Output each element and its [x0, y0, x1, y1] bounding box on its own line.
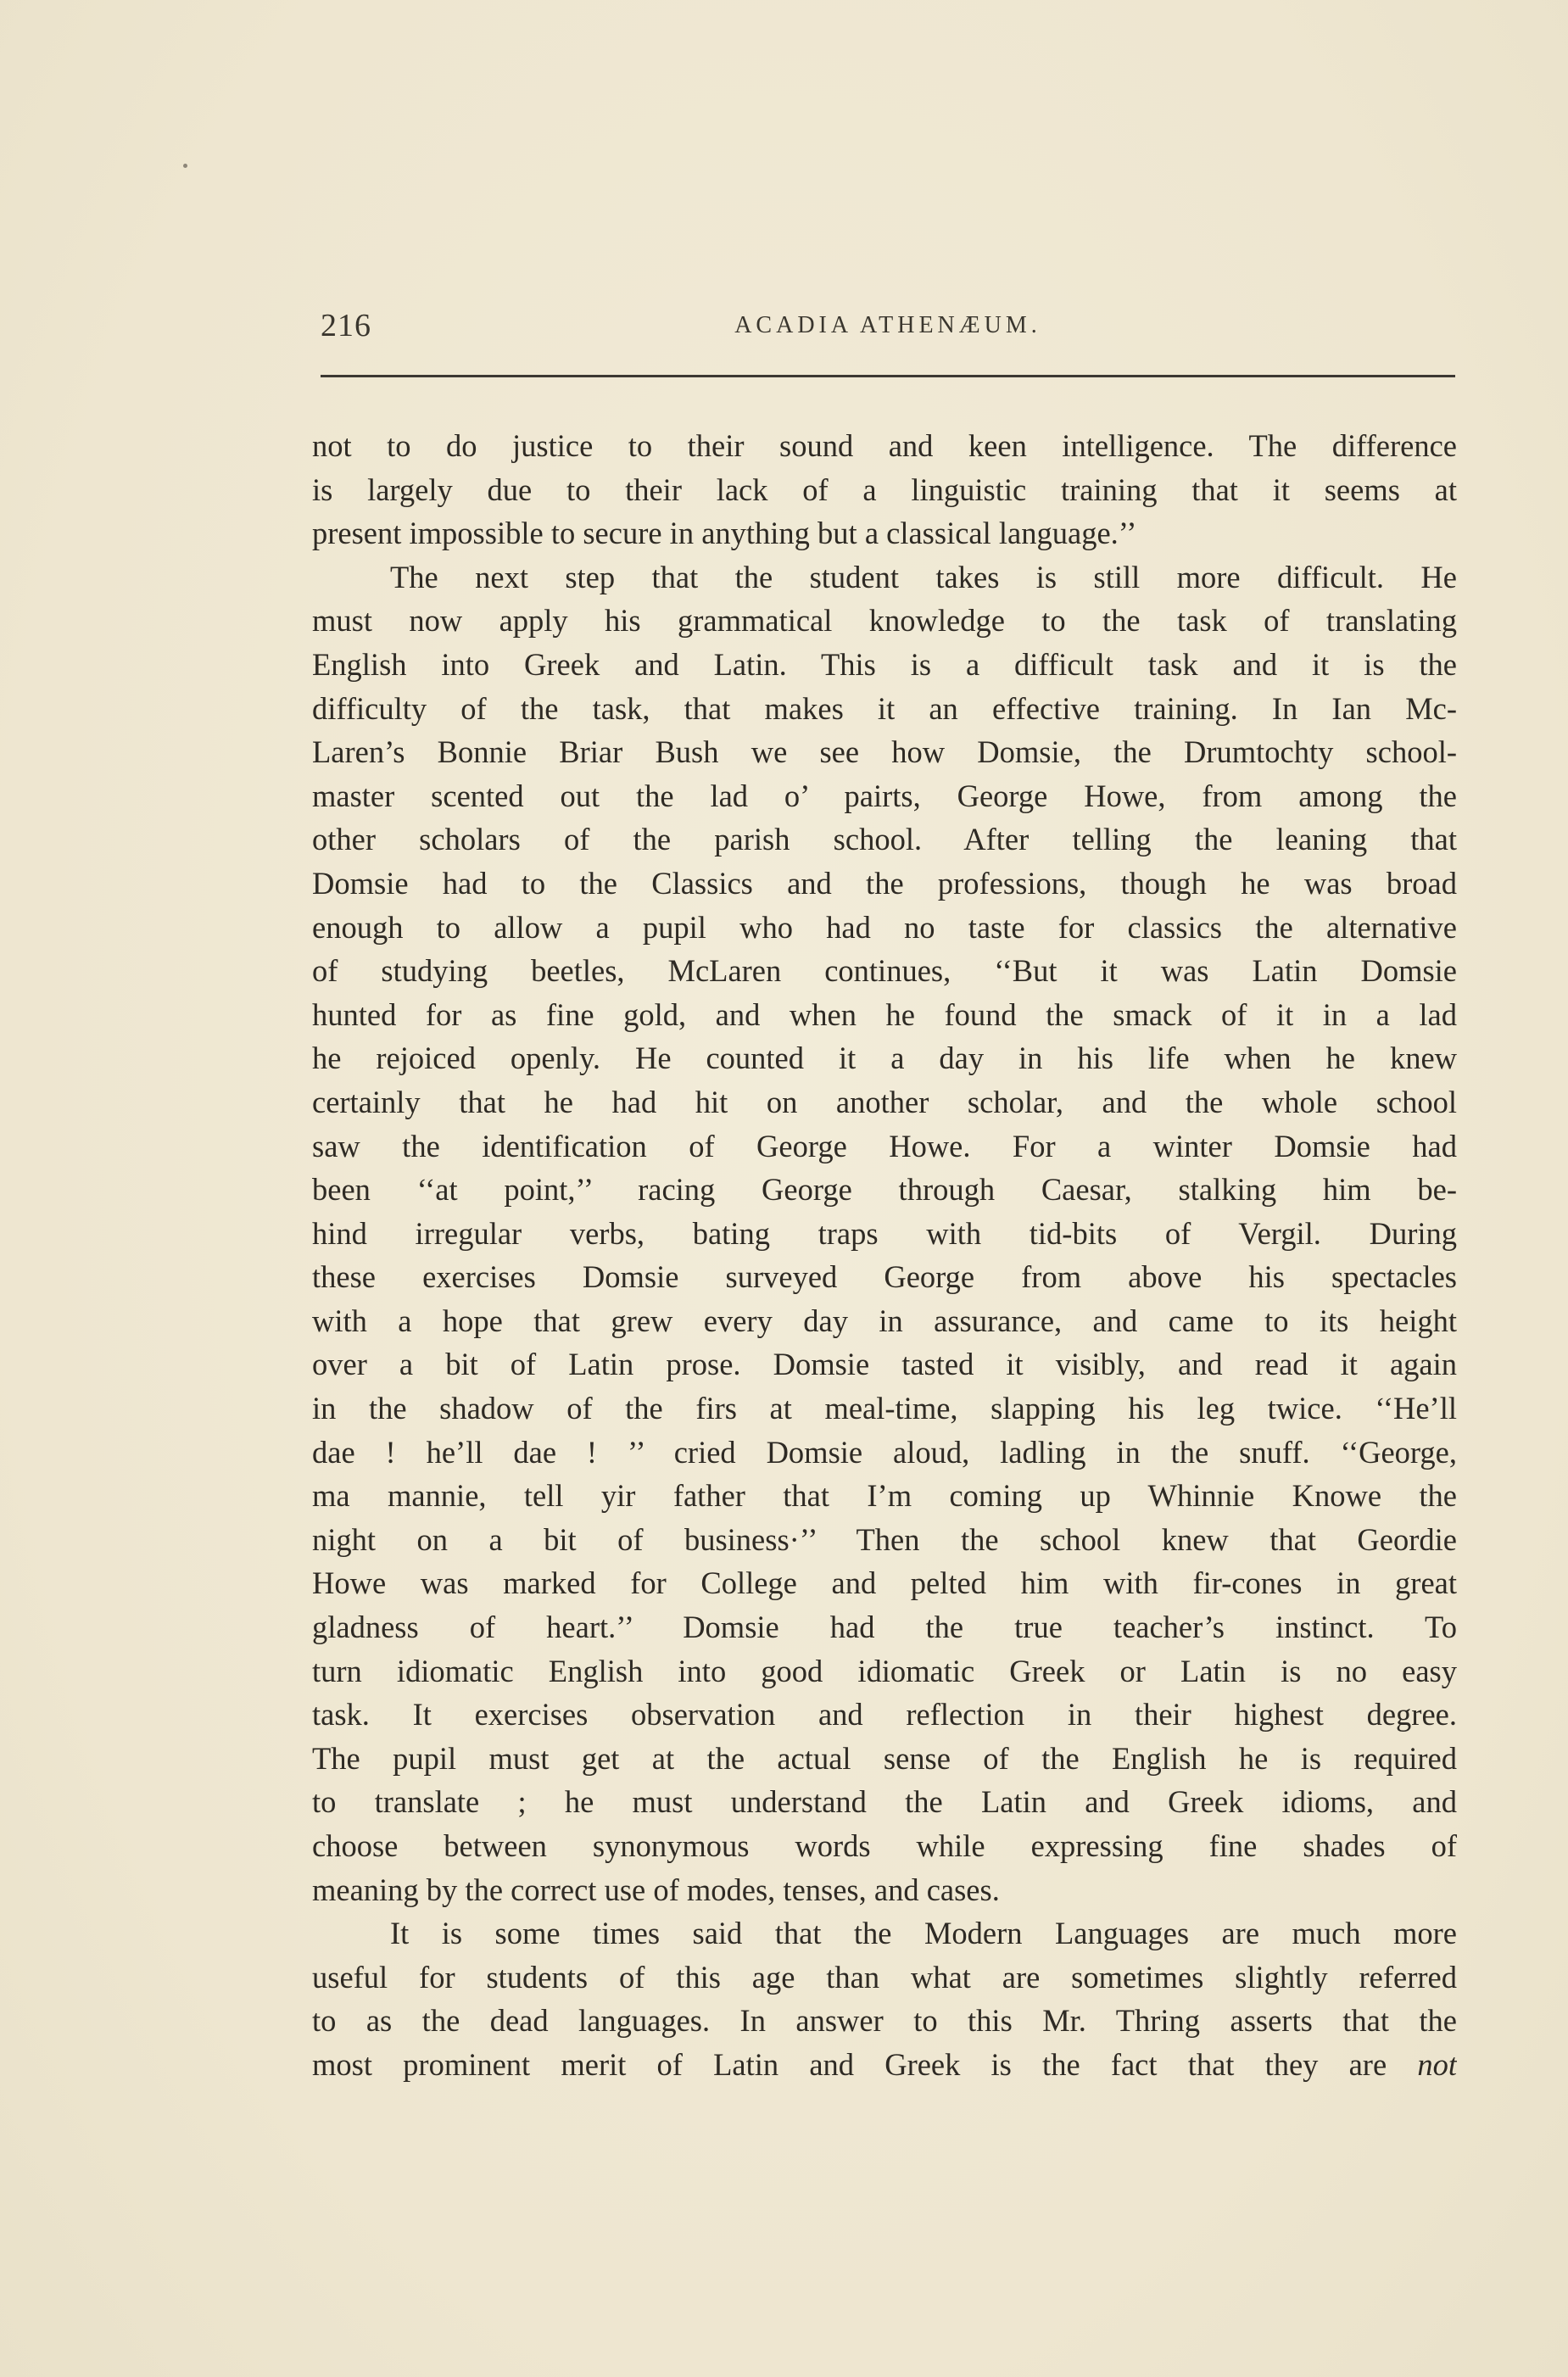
- text-line: of studying beetles, McLaren continues, ‘‘But it was Latin Domsie: [312, 953, 1457, 989]
- text-line: Laren’s Bonnie Briar Bush we see how Domsie, the Drumtochty school-: [312, 734, 1457, 770]
- text-line: present impossible to secure in anything but a classical language.’’: [312, 516, 1137, 551]
- text-line: is largely due to their lack of a linguistic training that it seems at: [312, 471, 1457, 507]
- journal-title: ACADIA ATHENÆUM.: [734, 312, 1041, 338]
- text-line: hunted for as fine gold, and when he found the smack of it in a lad: [312, 996, 1457, 1032]
- text-line: It is some times said that the Modern Languages are much more: [390, 1916, 1457, 1951]
- text-line: choose between synonymous words while expressing fine shades of: [312, 1828, 1457, 1863]
- text-line: Howe was marked for College and pelted him with fir-cones in great: [312, 1565, 1457, 1601]
- text-line: other scholars of the parish school. After telling the leaning that: [312, 822, 1457, 857]
- text-line: certainly that he had hit on another scholar, and the whole school: [312, 1084, 1457, 1119]
- text-line: must now apply his grammatical knowledge to the task of translating: [312, 603, 1457, 639]
- text-line: to as the dead languages. In answer to this Mr. Thring asserts that the: [312, 2003, 1457, 2039]
- text-line: The pupil must get at the actual sense of the English he is required: [312, 1740, 1457, 1776]
- page-number: 216: [321, 308, 371, 343]
- article-body: [312, 424, 1457, 2087]
- text-line: Domsie had to the Classics and the professions, though he was broad: [312, 865, 1457, 901]
- text-line: saw the identification of George Howe. For a winter Domsie had: [312, 1128, 1457, 1163]
- text-line: ma mannie, tell yir father that I’m coming up Whinnie Knowe the: [312, 1478, 1457, 1514]
- text-line-final-main: most prominent merit of Latin and Greek is the fact that they are: [312, 2046, 1387, 2082]
- text-line: these exercises Domsie surveyed George from above his spectacles: [312, 1259, 1457, 1295]
- text-line: night on a bit of business·’’ Then the school knew that Geordie: [312, 1521, 1457, 1557]
- text-line: difficulty of the task, that makes it an effective training. In Ian Mc-: [312, 690, 1457, 726]
- text-line: with a hope that grew every day in assurance, and came to its height: [312, 1303, 1457, 1338]
- text-line: The next step that the student takes is still more difficult. He: [390, 559, 1457, 594]
- paper-speck: [183, 164, 187, 168]
- text-line: he rejoiced openly. He counted it a day in his life when he knew: [312, 1041, 1457, 1076]
- text-line: English into Greek and Latin. This is a difficult task and it is the: [312, 646, 1457, 682]
- text-line: master scented out the lad o’ pairts, George Howe, from among the: [312, 778, 1457, 813]
- text-line: hind irregular verbs, bating traps with tid-bits of Vergil. During: [312, 1215, 1457, 1251]
- text-line: in the shadow of the firs at meal-time, slapping his leg twice. ‘‘He’ll: [312, 1391, 1457, 1426]
- italic-word: not: [1417, 2046, 1457, 2082]
- text-line: useful for students of this age than what are sometimes slightly referred: [312, 1959, 1457, 1995]
- text-line: been ‘‘at point,’’ racing George through Caesar, stalking him be-: [312, 1172, 1457, 1208]
- text-line: gladness of heart.’’ Domsie had the true teacher’s instinct. To: [312, 1610, 1457, 1645]
- text-line: to translate ; he must understand the Latin and Greek idioms, and: [312, 1784, 1457, 1820]
- text-line: meaning by the correct use of modes, tenses, and cases.: [312, 1872, 1000, 1907]
- text-line: over a bit of Latin prose. Domsie tasted it visibly, and read it again: [312, 1347, 1457, 1382]
- text-line: turn idiomatic English into good idiomatic Greek or Latin is no easy: [312, 1653, 1457, 1688]
- running-head: [321, 307, 1455, 349]
- text-line: enough to allow a pupil who had no taste for classics the alternative: [312, 909, 1457, 945]
- text-line: dae ! he’ll dae ! ’’ cried Domsie aloud, ladling in the snuff. ‘‘George,: [312, 1434, 1457, 1470]
- text-line: task. It exercises observation and reflection in their highest degree.: [312, 1697, 1457, 1733]
- text-line-final: [312, 2043, 1457, 2087]
- header-rule: [321, 375, 1455, 377]
- text-line: not to do justice to their sound and keen intelligence. The difference: [312, 428, 1457, 463]
